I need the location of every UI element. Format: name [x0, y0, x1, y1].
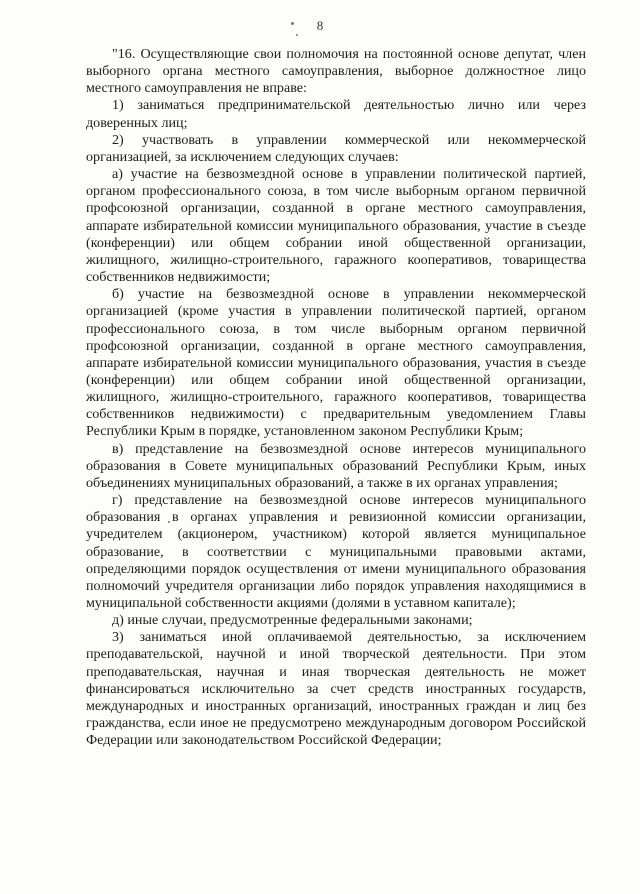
paragraph-subitem-g: г) представление на безвозмездной основе интересов муниципального образования в органах управления и ревизионной комиссии организации, учредителем (акционером, участником) которой является муниципальное образование, в соответствии с муниципальными правовыми актами, определяющими порядок осуществления от имени муниципального образования полномочий учредителя организации либо порядок управления находящимися в муниципальной собственности акциями (долями в уставном капитале);	[86, 492, 586, 611]
paragraph-subitem-v: в) представление на безвозмездной основе интересов муниципального образования в Совете муниципальных образований Республики Крым, иных объединениях муниципальных образований, а также в их органах управления;	[86, 440, 586, 491]
scan-speck	[296, 34, 298, 36]
paragraph-item-2: 2) участвовать в управлении коммерческой или некоммерческой организацией, за исключением следующих случаев:	[86, 131, 586, 165]
paragraph-subitem-a: а) участие на безвозмездной основе в управлении политической партией, органом профессионального союза, в том числе выборным органом первичной профсоюзной организации, созданной в органе местного самоуправления, аппарате избирательной комиссии муниципального образования, участие в съезде (конференции) или общем собрании иной общественной организации, жилищного, жилищно-строительного, гаражного кооперативов, товарищества собственников недвижимости;	[86, 166, 586, 286]
document-body	[86, 46, 586, 749]
paragraph-intro: "16. Осуществляющие свои полномочия на постоянной основе депутат, член выборного органа местного самоуправления, выборное должностное лицо местного самоуправления не вправе:	[86, 46, 586, 97]
paragraph-subitem-d: д) иные случаи, предусмотренные федеральными законами;	[112, 612, 473, 629]
scan-speck	[291, 22, 294, 25]
page-number: 8	[316, 18, 324, 33]
paragraph-item-1: 1) заниматься предпринимательской деятельностью лично или через доверенных лиц;	[86, 97, 586, 131]
paragraph-subitem-b: б) участие на безвозмездной основе в управлении некоммерческой организацией (кроме участия в управлении политической партией, органом профессионального союза, в том числе выборным органом первичной профсоюзной организации, созданной в органе местного самоуправления, аппарате избирательной комиссии муниципального образования, участия в съезде (конференции) или общем собрании иной общественной организации, жилищного, жилищно-строительного, гаражного кооперативов, товарищества собственников недвижимости) с предварительным уведомлением Главы Республики Крым в порядке, установленном законом Республики Крым;	[86, 286, 586, 440]
paragraph-item-3: 3) заниматься иной оплачиваемой деятельностью, за исключением преподавательской, научной и иной творческой деятельности. При этом преподавательская, научная и иная творческая деятельность не может финансироваться исключительно за счет средств иностранных государств, международных и иностранных организаций, иностранных граждан и лиц без гражданства, если иное не предусмотрено международным договором Российской Федерации или законодательством Российской Федерации;	[86, 629, 586, 749]
